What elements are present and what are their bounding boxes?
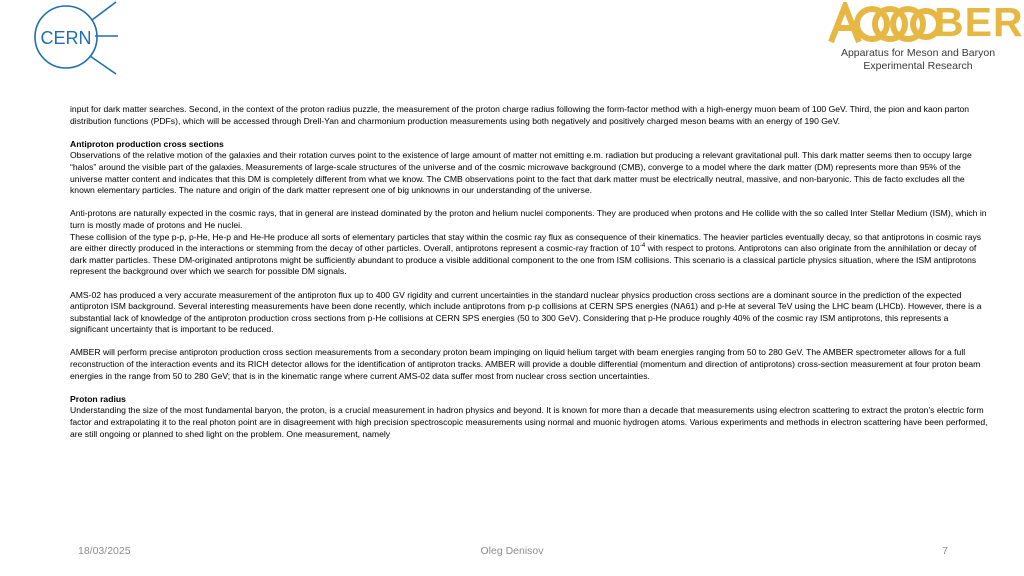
proton-radius-heading: Proton radius [70,393,126,404]
amber-subtitle-line2: Experimental Research [863,60,973,72]
antiproton-paragraph-2b-after: with respect to protons. Antiprotons can also originate from the annihilation or decay of dark matter particles. These DM-originated antiprotons might be sufficiently abundant to produce a visible additional component to the one from ISM collisions. This scenario is a classical particle physics situation, where the ISM antiprotons represent the background over which we search for possible DM signals. [70,243,977,277]
antiproton-paragraph-2 [70,208,988,278]
proton-radius-paragraph: Understanding the size of the most fundamental baryon, the proton, is a crucial measurement in hadron physics and beyond. It is known for more than a decade that measurements using electron scattering to extract the proton’s electric form factor and extrapolating it to the real photon point are in disagreement with high precision spectroscopic measurements using normal and muonic hydrogen atoms. Various experiments and methods in electron scattering have been performed, are still ongoing or planned to shed light on the problem. One measurement, namely [70,405,988,439]
footer-page-number: 7 [942,545,948,557]
antiproton-paragraph-4: AMBER will perform precise antiproton production cross section measurements from a secondary proton beam impinging on liquid helium target with beam energies ranging from 50 to 280 GeV. The AMBER spectrometer allows for a full reconstruction of the interaction events and its RICH detector allows for the identification of antiproton tracks. AMBER will provide a double differential (momentum and direction of antiprotons) cross-section measurement at four proton beam energies in the range from 50 to 280 GeV; that is in the kinematic range where current AMS-02 data suffer most from nuclear cross section uncertainties. [70,347,981,381]
antiproton-paragraph-3: AMS-02 has produced a very accurate measurement of the antiproton flux up to 400 GV rigidity and current uncertainties in the standard nuclear physics production cross sections are a dominant source in the prediction of the expected antiproton ISM background. Several interesting measurements have been done recently, which include antiprotons from p-p collisions at CERN SPS energies (NA61) and p-He at several TeV using the LHC beam (LHCb). However, there is a substantial lack of knowledge of the antiproton production cross sections from p-He collisions at CERN SPS energies (50 to 300 GeV). Considering that p-He produce roughly 40% of the cosmic ray ISM antiprotons, this represents a significant uncertainty that is important to be reduced. [70,289,982,335]
amber-subtitle-line1: Apparatus for Meson and Baryon [840,47,996,59]
antiproton-paragraph-1: Observations of the relative motion of the galaxies and their rotation curves point to the existence of large amount of matter not emitting e.m. radiation but producing a relevant gravitational pull. This dark matter seems then to occupy large “halos” around the visible part of the galaxies. Measurements of large-scale structures of the universe and of the cosmic microwave background (CMB), converge to a model where the dark matter (DM) represents more than 95% of the universe matter content and indicates that this DM is completely different from what we know. The CMB observations point to the fact that dark matter must be electrically neutral, massive, and non-baryonic. This de facto excludes all the known elementary particles. The nature and origin of the dark matter represent one of big unknowns in our understanding of the universe. [70,150,972,196]
footer-author: Oleg Denisov [480,545,544,557]
antiproton-heading: Antiproton production cross sections [70,138,224,149]
footer-date: 18/03/2025 [78,545,131,557]
cern-logo [30,0,118,75]
exponent: -4 [639,243,646,250]
amber-logo [826,0,1024,76]
antiproton-paragraph-2b-before: These collision of the type p-p, p-He, He-p and He-He produce all sorts of elementary particles that stay within the cosmic ray flux as consequence of their kinematics. The heavier particles eventually decay, so that antiprotons in cosmic rays are either directly produced in the interactions or stemming from the decay of other particles. Overall, antiprotons represent a cosmic-ray fraction of 10 [70,231,982,254]
intro-paragraph: input for dark matter searches. Second, in the context of the proton radius puzzle, the measurement of the proton charge radius following the form-factor method with a high-energy muon beam of 100 GeV. Third, the pion and kaon parton distribution functions (PDFs), which will be accessed through Drell-Yan and charmonium production measurements using both negatively and positively charged meson beams with an energy of 190 GeV. [70,104,970,126]
proton-radius-section [70,394,988,440]
antiproton-paragraph-2a: Anti-protons are naturally expected in the cosmic rays, that in general are instead dominated by the proton and helium nuclei components. They are produced when protons and He collide with the so called Inter Stellar Medium (ISM), which in turn is mostly made of protons and He nuclei. [70,208,987,230]
slide-body [70,104,988,452]
cern-logo-text: CERN [40,28,92,48]
amber-logo-ber: BER [934,0,1024,45]
antiproton-section [70,139,988,197]
